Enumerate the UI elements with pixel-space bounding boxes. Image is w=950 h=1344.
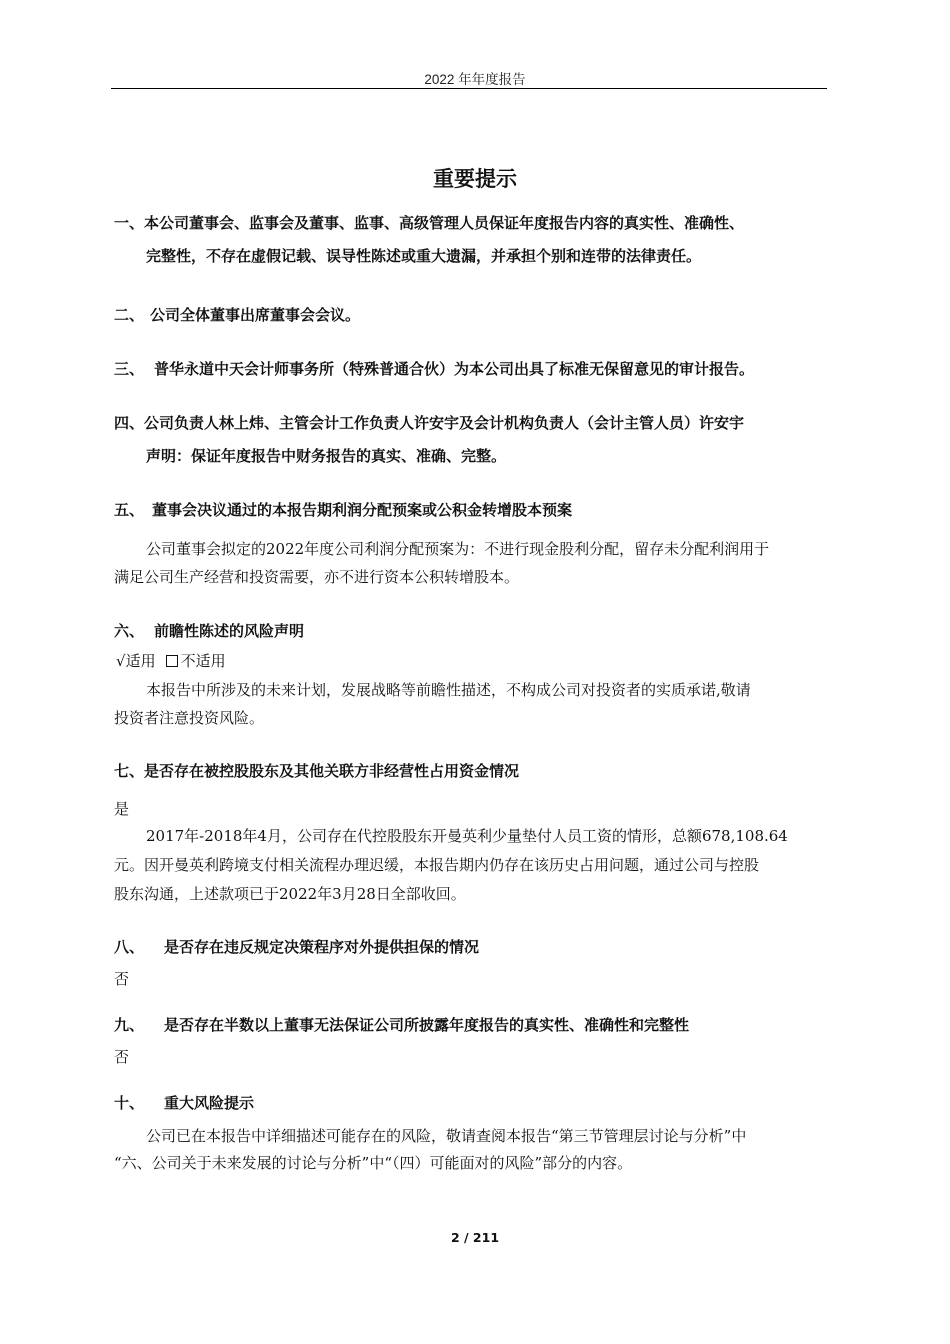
section-5-body-line-2: 满足公司生产经营和投资需要，亦不进行资本公积转增股本。 [114, 568, 520, 586]
not-applicable-option: 不适用 [180, 652, 226, 670]
section-7-body-line-1: 2017年-2018年4月，公司存在代控股股东开曼英利少量垫付人员工资的情形，总额678,108.64 [146, 827, 788, 845]
section-9-number: 九、 [114, 1016, 145, 1034]
item-4-line-2: 声明：保证年度报告中财务报告的真实、准确、完整。 [146, 447, 507, 465]
item-4-number: 四、 [114, 414, 145, 432]
item-2 [114, 305, 360, 325]
item-1-line-1: 本公司董事会、监事会及董事、监事、高级管理人员保证年度报告内容的真实性、准确性、 [144, 214, 745, 232]
section-9-answer: 否 [114, 1048, 130, 1066]
section-9-title: 是否存在半数以上董事无法保证公司所披露年度报告的真实性、准确性和完整性 [164, 1016, 690, 1034]
applicability-row [116, 651, 226, 671]
section-8-number: 八、 [114, 938, 145, 956]
section-6-body-line-2: 投资者注意投资风险。 [114, 709, 265, 727]
section-6-body-line-1: 本报告中所涉及的未来计划，发展战略等前瞻性描述，不构成公司对投资者的实质承诺,敬请 [146, 681, 751, 699]
item-2-text: 公司全体董事出席董事会会议。 [150, 306, 361, 324]
item-1-number: 一、 [114, 214, 145, 232]
header-divider [111, 88, 827, 89]
item-4 [114, 413, 744, 433]
section-10-number: 十、 [114, 1094, 145, 1112]
section-7-body-line-2: 元。因开曼英利跨境支付相关流程办理迟缓，本报告期内仍存在该历史占用问题，通过公司与控股 [114, 856, 760, 874]
item-3-text: 普华永道中天会计师事务所（特殊普通合伙）为本公司出具了标准无保留意见的审计报告。 [154, 360, 755, 378]
applicable-option: 适用 [125, 652, 156, 670]
section-10-body-line-1: 公司已在本报告中详细描述可能存在的风险，敬请查阅本报告“第三节管理层讨论与分析”中 [146, 1127, 747, 1145]
item-1 [114, 213, 744, 233]
section-5-body-line-1: 公司董事会拟定的2022年度公司利润分配预案为：不进行现金股利分配，留存未分配利润用于 [146, 540, 770, 558]
section-8-title: 是否存在违反规定决策程序对外提供担保的情况 [164, 938, 480, 956]
item-2-number: 二、 [114, 306, 145, 324]
section-7-body-line-3: 股东沟通，上述款项已于2022年3月28日全部收回。 [114, 885, 466, 903]
check-mark-icon: √ [116, 652, 126, 670]
empty-checkbox-icon [166, 655, 178, 667]
section-7-heading [114, 761, 519, 781]
item-4-line-1: 公司负责人林上炜、主管会计工作负责人许安宇及会计机构负责人（会计主管人员）许安宇 [144, 414, 745, 432]
page-title: 重要提示 [433, 167, 517, 191]
section-7-answer: 是 [114, 800, 130, 818]
section-10-title: 重大风险提示 [164, 1094, 255, 1112]
section-8-answer: 否 [114, 970, 130, 988]
item-1-line-2: 完整性，不存在虚假记载、误导性陈述或重大遗漏，并承担个别和连带的法律责任。 [146, 247, 702, 265]
item-3-number: 三、 [114, 360, 145, 378]
page-number: 2 / 211 [450, 1230, 500, 1245]
section-7-title: 是否存在被控股股东及其他关联方非经营性占用资金情况 [144, 762, 520, 780]
section-5-title: 董事会决议通过的本报告期利润分配预案或公积金转增股本预案 [152, 501, 573, 519]
section-7-number: 七、 [114, 762, 145, 780]
section-6-number: 六、 [114, 622, 145, 640]
section-5-number: 五、 [114, 501, 145, 519]
section-6-title: 前瞻性陈述的风险声明 [154, 622, 305, 640]
page-header: 2022 年年度报告 [424, 72, 526, 87]
section-10-body-line-2: “六、公司关于未来发展的讨论与分析”中“（四）可能面对的风险”部分的内容。 [114, 1154, 633, 1172]
